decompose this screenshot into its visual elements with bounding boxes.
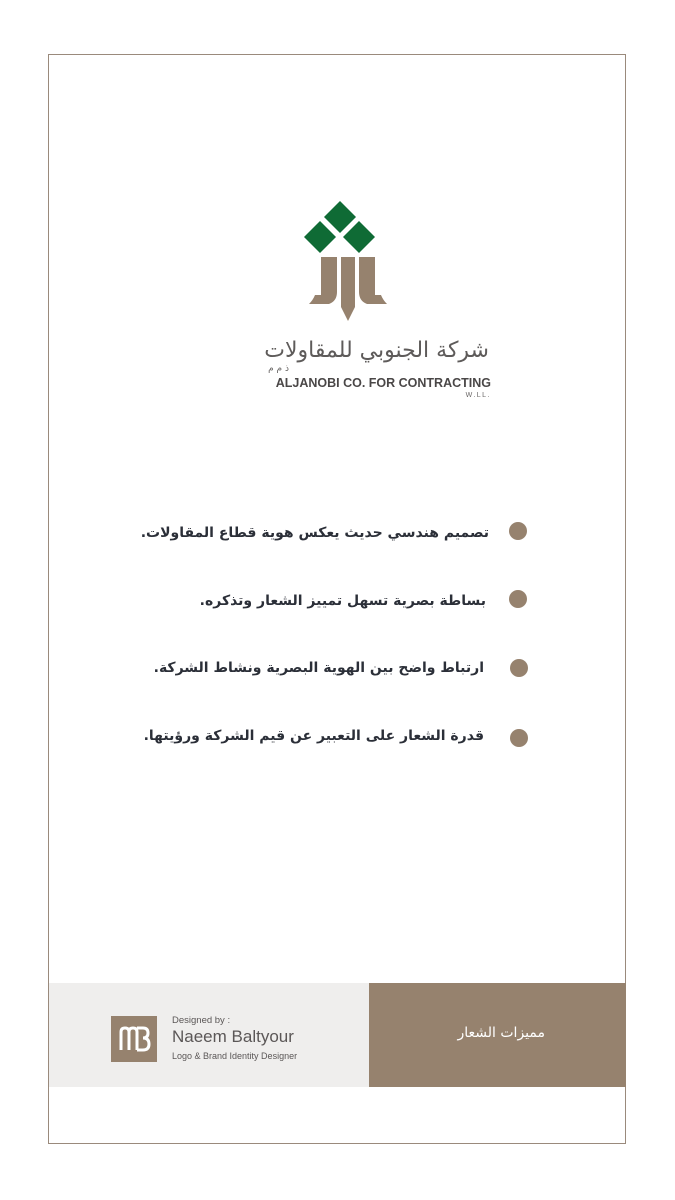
bullet-icon xyxy=(510,659,528,677)
company-suffix-english: W.LL. xyxy=(465,392,491,399)
feature-item-3: ارتباط واضح بين الهوية البصرية ونشاط الشركة. xyxy=(153,660,484,676)
designer-logo-icon xyxy=(111,1016,157,1062)
section-title: مميزات الشعار xyxy=(457,1025,545,1041)
section-title-panel xyxy=(369,983,626,1087)
designer-role: Logo & Brand Identity Designer xyxy=(172,1051,298,1061)
feature-item-4: قدرة الشعار على التعبير عن قيم الشركة ورؤيتها. xyxy=(143,728,484,744)
company-suffix-arabic: ذ م م xyxy=(268,364,289,374)
page-frame xyxy=(48,54,626,1144)
bullet-icon xyxy=(510,729,528,747)
feature-item-1: تصميم هندسي حديث يعكس هوية قطاع المقاولات. xyxy=(140,525,489,541)
designer-credit-panel xyxy=(49,983,369,1087)
bullet-icon xyxy=(509,590,527,608)
company-name-english: ALJANOBI CO. FOR CONTRACTING xyxy=(275,376,491,390)
company-name-arabic: شركة الجنوبي للمقاولات xyxy=(264,338,489,363)
designed-by-label: Designed by : xyxy=(172,1015,231,1026)
company-logo-icon xyxy=(301,197,421,332)
feature-item-2: بساطة بصرية تسهل تمييز الشعار وتذكره. xyxy=(199,593,486,609)
bullet-icon xyxy=(509,522,527,540)
designer-name: Naeem Baltyour xyxy=(172,1027,294,1046)
